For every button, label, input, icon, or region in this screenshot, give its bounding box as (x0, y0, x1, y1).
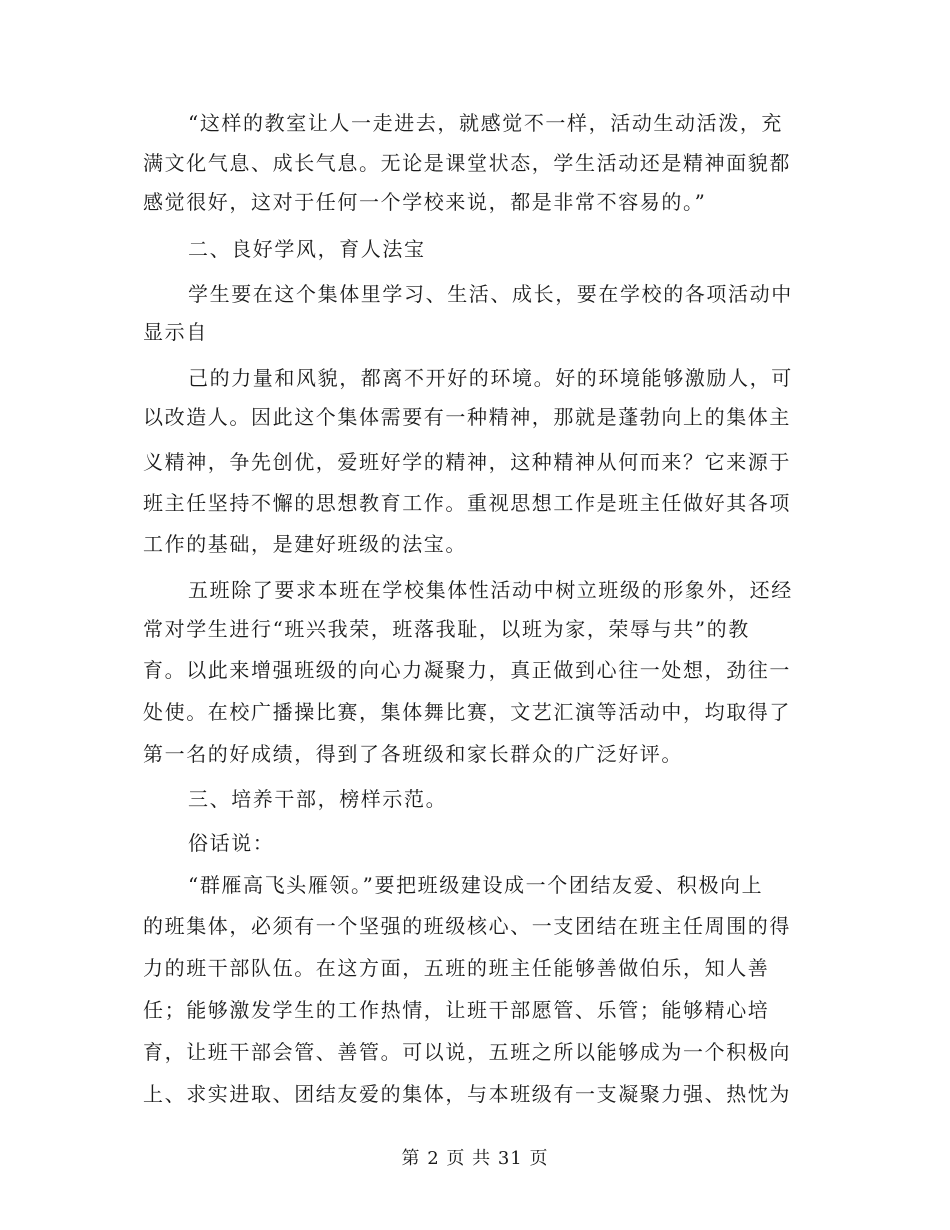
text-line: 感觉很好，这对于任何一个学校来说，都是非常不容易的。” (143, 190, 707, 214)
text-line: 班主任坚持不懈的思想教育工作。重视思想工作是班主任做好其各项 (143, 491, 791, 515)
text-line: 工作的基础，是建好班级的法宝。 (143, 532, 467, 556)
text-line: 力的班干部队伍。在这方面，五班的班主任能够善做伯乐，知人善 (143, 956, 770, 980)
text-line: 育。以此来增强班级的向心力凝聚力，真正做到心往一处想，劲往一 (143, 658, 791, 682)
text-line: “这样的教室让人一走进去，就感觉不一样，活动生动活泼，充 (188, 111, 784, 135)
text-line: 以改造人。因此这个集体需要有一种精神，那就是蓬勃向上的集体主 (143, 405, 791, 429)
text-line: 俗话说： (188, 831, 275, 855)
text-line: 育，让班干部会管、善管。可以说，五班之所以能够成为一个积极向 (143, 1040, 791, 1064)
text-line: 上、求实进取、团结友爱的集体，与本班级有一支凝聚力强、热忱为 (143, 1082, 791, 1106)
text-line: “群雁高飞头雁领。”要把班级建设成一个团结友爱、积极向上 (188, 873, 764, 897)
text-line: 任；能够激发学生的工作热情，让班干部愿管、乐管；能够精心培 (143, 998, 770, 1022)
text-line: 第一名的好成绩，得到了各班级和家长群众的广泛好评。 (143, 742, 683, 766)
section-heading: 二、良好学风，育人法宝 (188, 237, 426, 261)
text-line: 五班除了要求本班在学校集体性活动中树立班级的形象外，还经 (188, 578, 793, 602)
text-line: 处使。在校广播操比赛，集体舞比赛，文艺汇演等活动中，均取得了 (143, 700, 791, 724)
text-line: 学生要在这个集体里学习、生活、成长，要在学校的各项活动中 (188, 282, 793, 306)
text-line: 满文化气息、成长气息。无论是课堂状态，学生活动还是精神面貌都 (143, 151, 791, 175)
text-line: 常对学生进行“班兴我荣，班落我耻，以班为家，荣辱与共”的教 (143, 617, 750, 641)
section-heading: 三、培养干部，榜样示范。 (188, 787, 448, 811)
text-line: 的班集体，必须有一个坚强的班级核心、一支团结在班主任周围的得 (143, 914, 791, 938)
text-line: 己的力量和风貌，都离不开好的环境。好的环境能够激励人，可 (188, 366, 793, 390)
text-line: 义精神，争先创优，爱班好学的精神，这种精神从何而来？它来源于 (143, 450, 791, 474)
text-line: 显示自 (143, 320, 208, 344)
page-number-footer: 第 2 页 共 31 页 (401, 1148, 549, 1169)
